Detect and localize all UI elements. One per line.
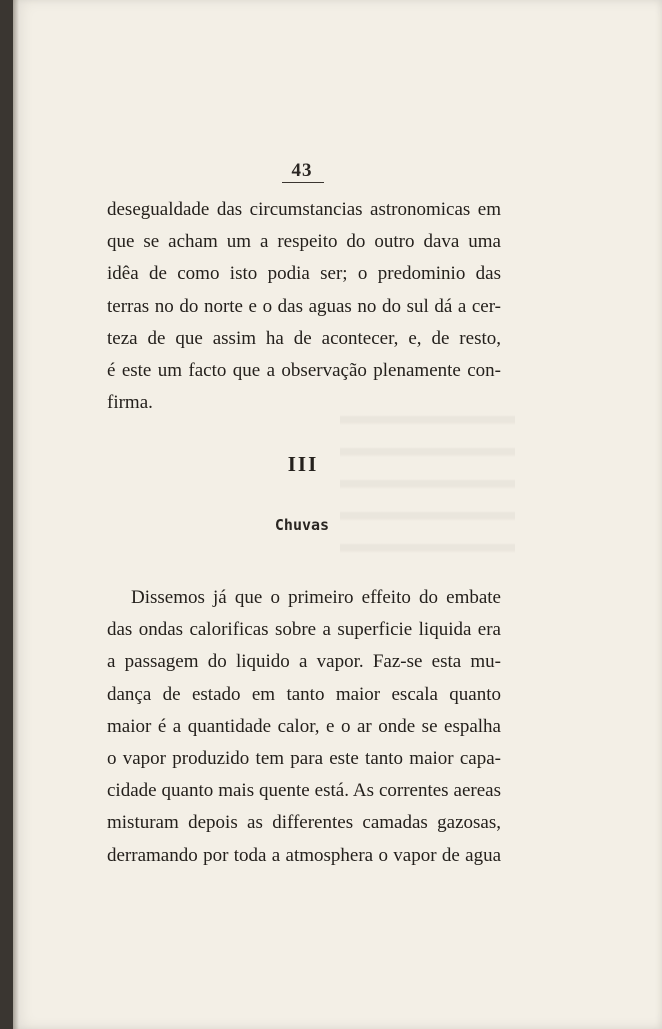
text-line: firma. xyxy=(107,392,153,414)
page-spine-shadow xyxy=(13,0,19,1029)
text-line: é este um facto que a observação plenamente con- xyxy=(107,360,501,382)
text-line: teza de que assim ha de acontecer, e, de resto, xyxy=(107,327,501,349)
page-number-rule xyxy=(282,182,324,183)
text-line: dança de estado em tanto maior escala quanto xyxy=(107,683,501,705)
text-line: das ondas calorificas sobre a superficie liquida era xyxy=(107,619,501,641)
book-page xyxy=(13,0,662,1029)
text-line: desegualdade das circumstancias astronomicas em xyxy=(107,199,501,220)
text-line: maior é a quantidade calor, e o ar onde se espalha xyxy=(107,715,501,737)
text-line: derramando por toda a atmosphera o vapor de agua xyxy=(107,844,501,866)
text-line: Dissemos já que o primeiro effeito do embate xyxy=(131,587,501,608)
chuvas-paragraph xyxy=(107,582,501,872)
text-line: terras no do norte e o das aguas no do sul dá a cer- xyxy=(107,295,501,317)
text-line: idêa de como isto podia ser; o predominio das xyxy=(107,263,501,285)
text-line: a passagem do liquido a vapor. Faz-se esta mu- xyxy=(107,651,501,673)
page-number: 43 xyxy=(291,160,313,181)
section-numeral: III xyxy=(287,452,319,476)
text-line: cidade quanto mais quente está. As correntes aereas xyxy=(107,780,501,802)
text-line: o vapor produzido tem para este tanto maior capa- xyxy=(107,748,501,770)
section-title: Chuvas xyxy=(274,516,330,534)
ink-bleed-through xyxy=(340,395,515,575)
text-line: misturam depois as differentes camadas gazosas, xyxy=(107,812,501,834)
continued-paragraph xyxy=(107,194,501,419)
text-line: que se acham um a respeito do outro dava uma xyxy=(107,231,501,253)
